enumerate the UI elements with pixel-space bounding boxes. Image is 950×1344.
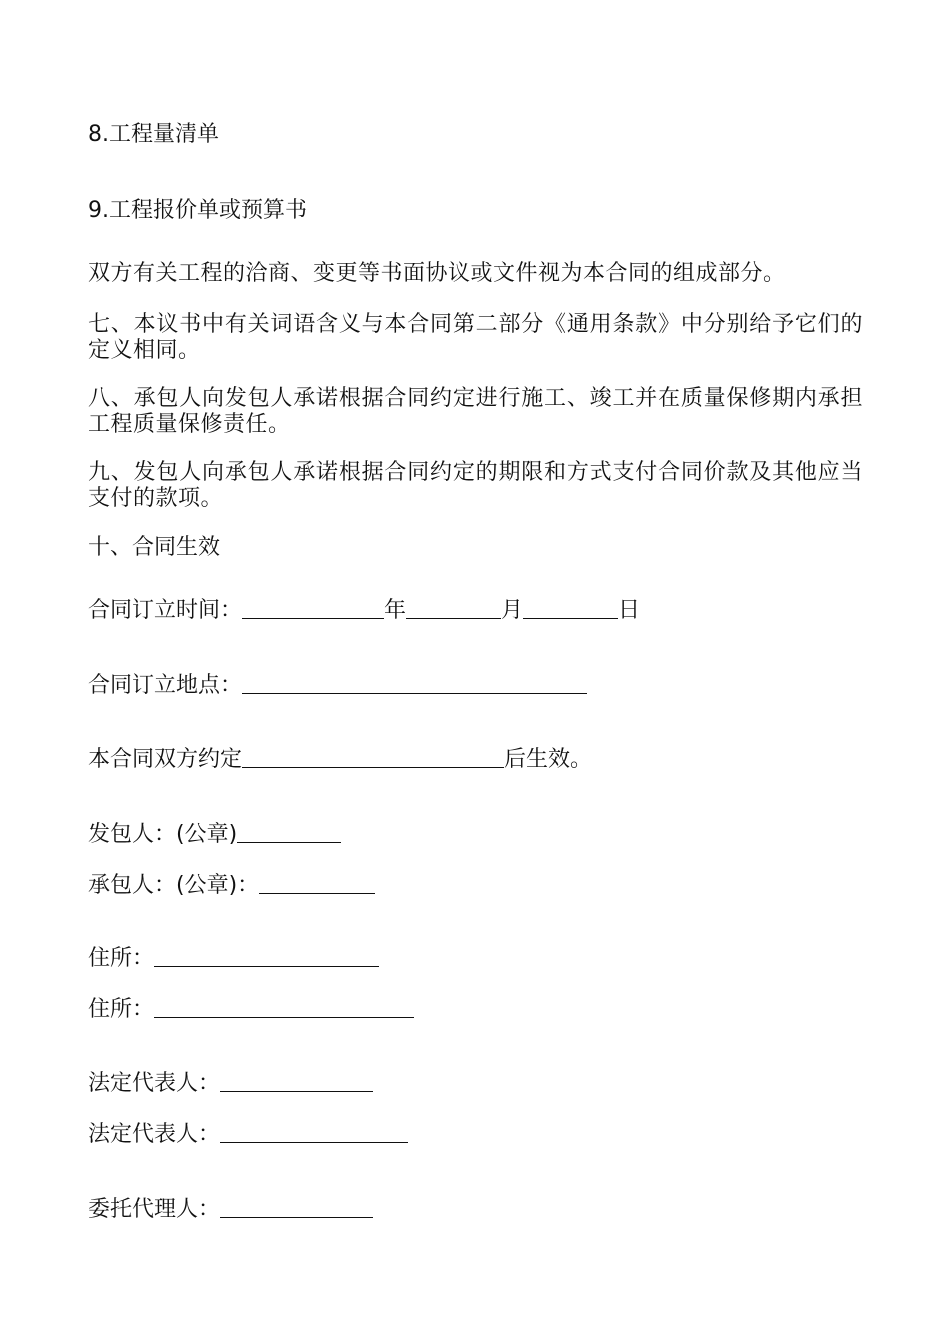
employer-legal-rep-row <box>88 1069 373 1097</box>
agent-row <box>88 1195 373 1223</box>
agent-blank[interactable] <box>220 1195 373 1218</box>
address-label: 住所： <box>88 997 155 1022</box>
clause-9: 九、发包人向承包人承诺根据合同约定的期限和方式支付合同价款及其他应当支付的款项。 <box>88 460 863 511</box>
clause-8: 八、承包人向发包人承诺根据合同约定进行施工、竣工并在质量保修期内承担工程质量保修责任。 <box>88 386 863 437</box>
legal-rep-label: 法定代表人： <box>88 1071 221 1096</box>
employer-address-row <box>88 944 379 972</box>
effective-condition-blank[interactable] <box>242 745 504 768</box>
contractor-address-row <box>88 995 414 1023</box>
sign-time-label: 合同订立时间： <box>88 598 243 623</box>
effective-prefix: 本合同双方约定 <box>88 747 243 772</box>
sign-place-row <box>88 671 587 699</box>
effective-row <box>88 745 592 773</box>
contractor-seal-blank[interactable] <box>259 871 375 894</box>
sign-place-label: 合同订立地点： <box>88 673 243 698</box>
attachment-item-9: 9.工程报价单或预算书 <box>88 198 307 223</box>
month-label: 月 <box>501 598 524 623</box>
employer-label: 发包人：(公章) <box>88 822 238 847</box>
contractor-address-blank[interactable] <box>154 995 414 1018</box>
attachment-item-8: 8.工程量清单 <box>88 122 219 147</box>
employer-legal-rep-blank[interactable] <box>220 1069 373 1092</box>
employer-seal-blank[interactable] <box>237 820 341 843</box>
month-blank[interactable] <box>406 596 501 619</box>
contractor-legal-rep-row <box>88 1120 408 1148</box>
contractor-label: 承包人：(公章)： <box>88 873 260 898</box>
clause-7: 七、本议书中有关词语含义与本合同第二部分《通用条款》中分别给予它们的定义相同。 <box>88 312 863 363</box>
sign-time-row <box>88 596 640 624</box>
day-blank[interactable] <box>523 596 618 619</box>
employer-row <box>88 820 341 848</box>
contractor-row <box>88 871 375 899</box>
contractor-legal-rep-blank[interactable] <box>220 1120 408 1143</box>
effective-suffix: 后生效。 <box>504 747 593 772</box>
negotiation-clause: 双方有关工程的洽商、变更等书面协议或文件视为本合同的组成部分。 <box>88 261 786 286</box>
address-label: 住所： <box>88 946 155 971</box>
year-blank[interactable] <box>242 596 384 619</box>
sign-place-blank[interactable] <box>242 671 587 694</box>
agent-label: 委托代理人： <box>88 1197 221 1222</box>
employer-address-blank[interactable] <box>154 944 379 967</box>
year-label: 年 <box>384 598 407 623</box>
clause-10-heading: 十、合同生效 <box>88 535 221 560</box>
legal-rep-label: 法定代表人： <box>88 1122 221 1147</box>
day-label: 日 <box>618 598 641 623</box>
